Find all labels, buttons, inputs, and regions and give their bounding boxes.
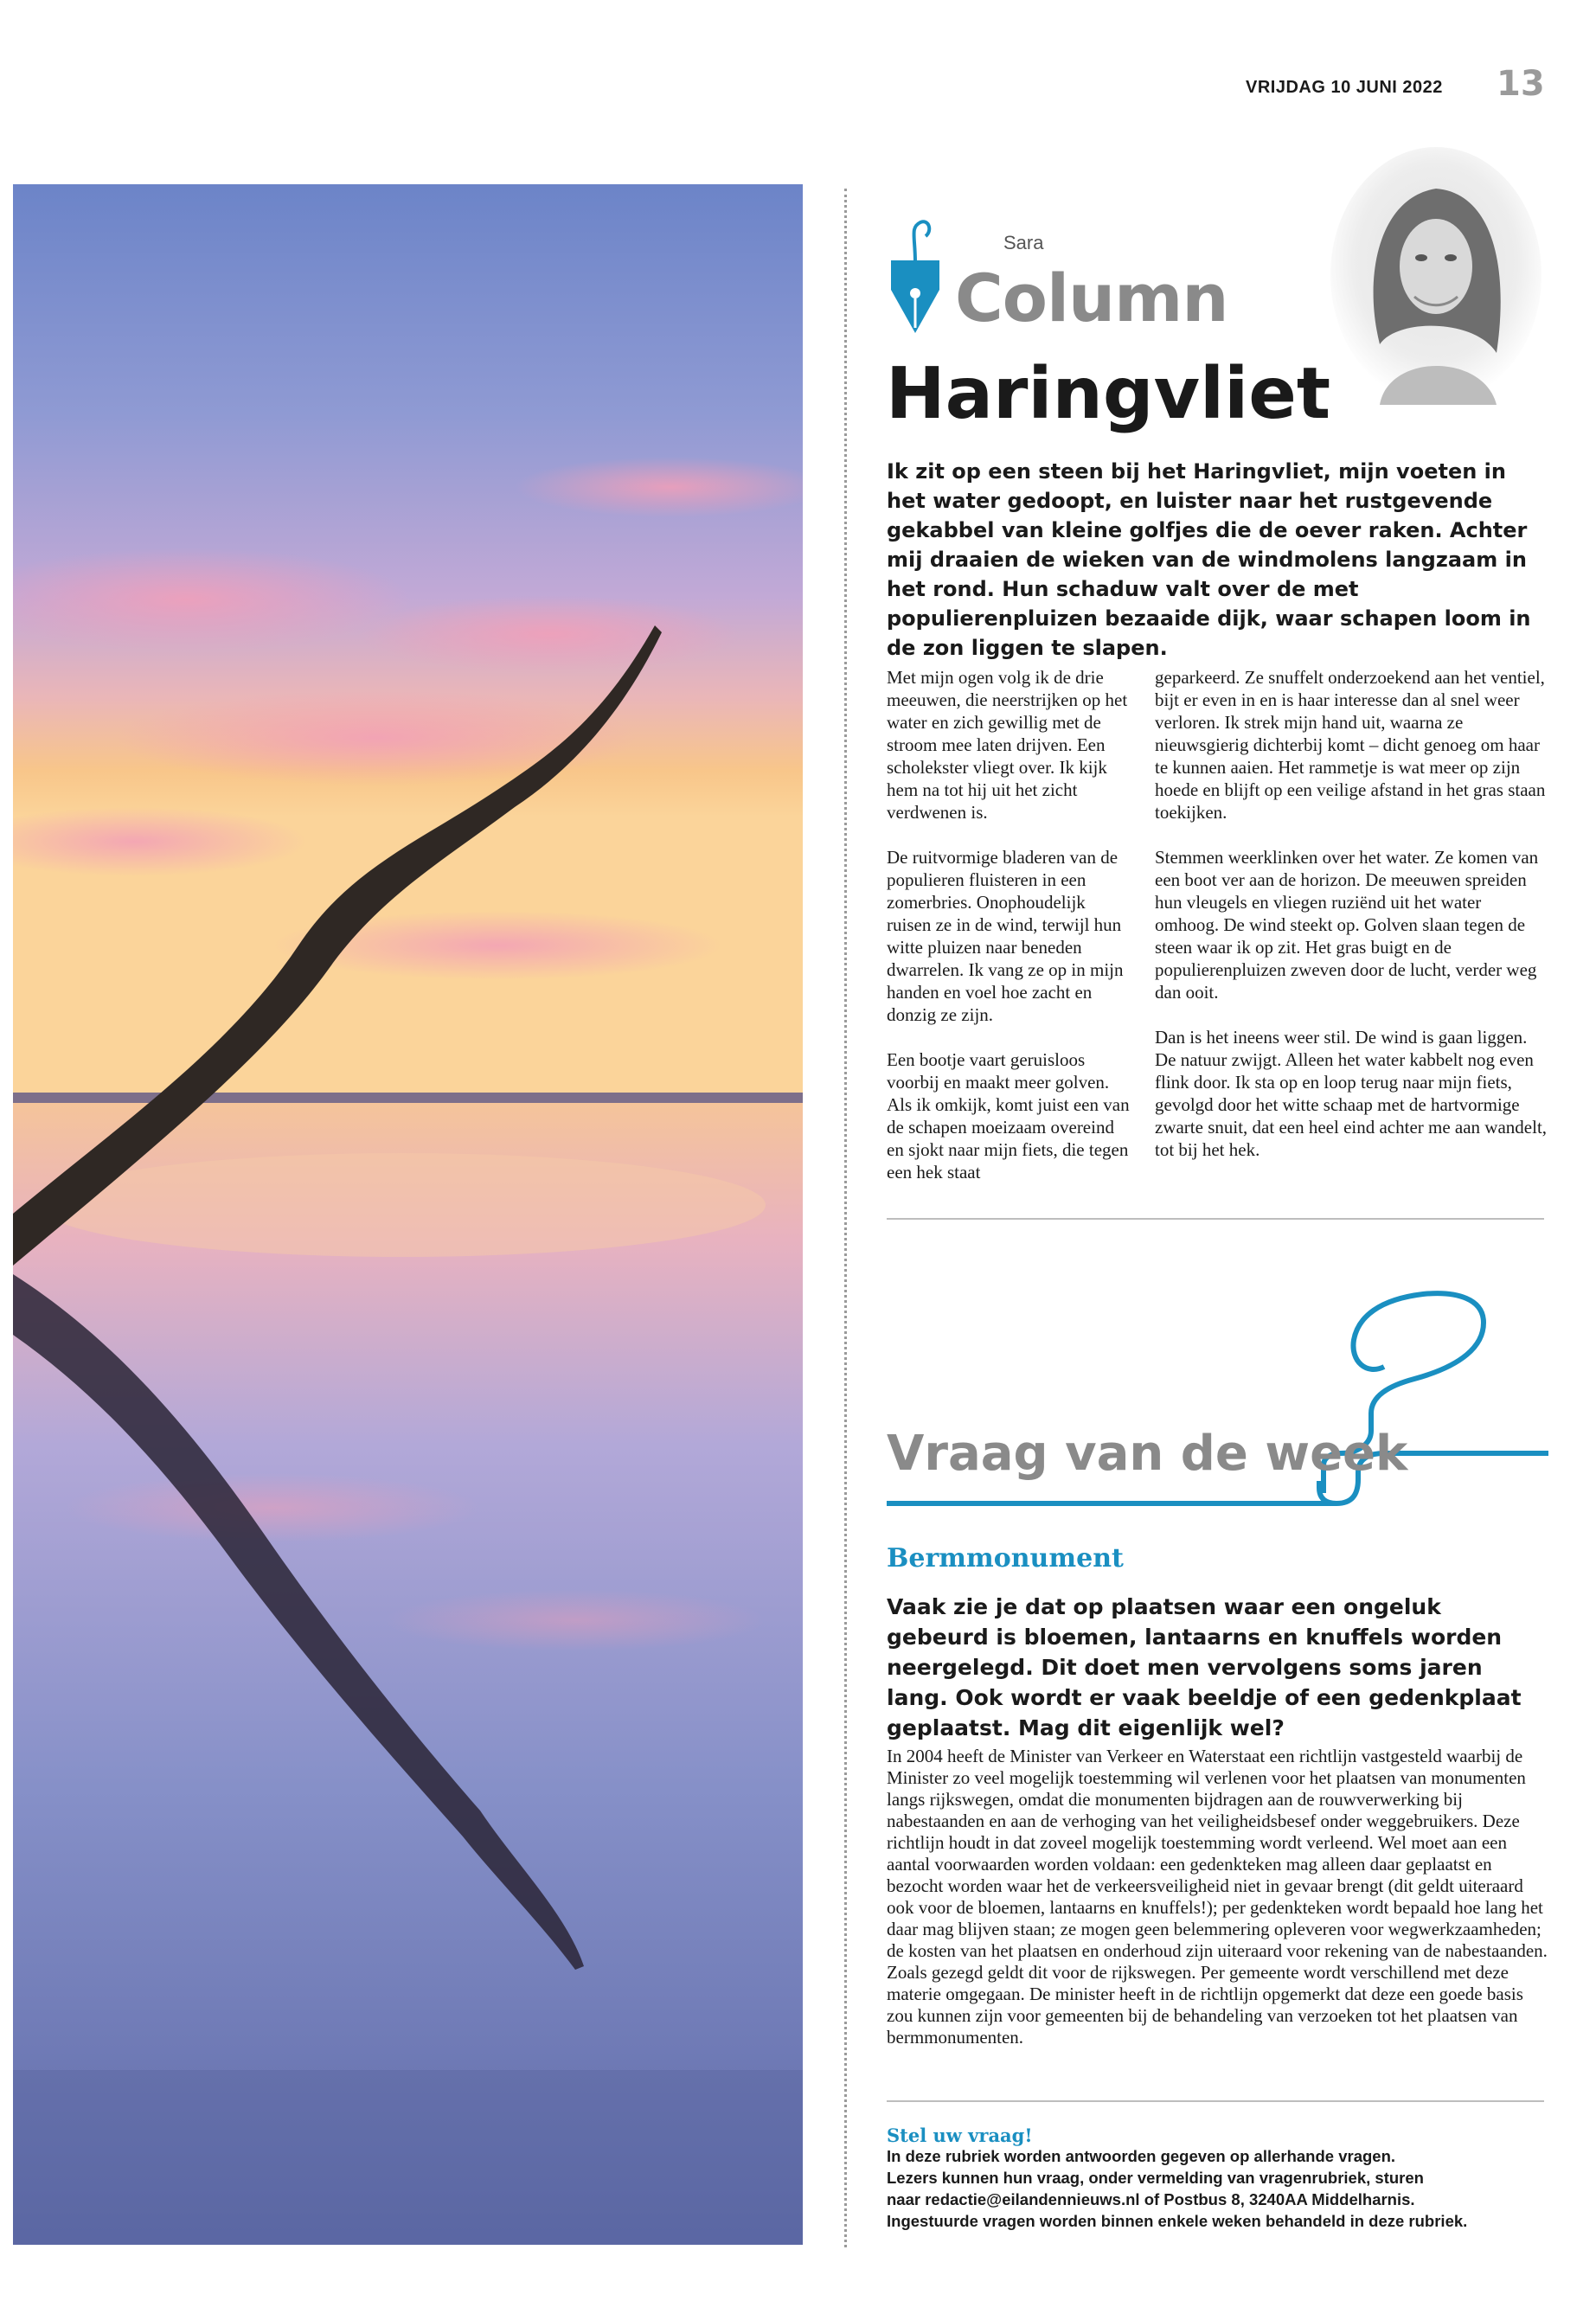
- paragraph: Een bootje vaart geruisloos voorbij en maakt meer golven. Als ik omkijk, komt juist een van de schapen moeizaam overeind en sjokt naar mijn fiets, die tegen een hek staat: [887, 1049, 1130, 1183]
- question-section-label: Vraag van de week: [887, 1426, 1408, 1482]
- paragraph: geparkeerd. Ze snuffelt onderzoekend aan het ventiel, bijt er even in en is haar interesse dan al snel weer verloren. Ik strek mijn hand uit, waarna ze nieuwsgierig dichterbij komt – dicht genoeg om haar te kunnen aaien. Het rammetje is wat meer op zijn hoede en blijft op een veilige afstand in het gras staan toekijken.: [1155, 667, 1546, 823]
- issue-date: VRIJDAG 10 JUNI 2022: [1246, 78, 1443, 97]
- photo-haringvliet-sunset: [13, 184, 803, 2245]
- ask-question-text: [887, 2145, 1553, 2232]
- ask-line: naar redactie@eilandennieuws.nl of Postbus 8, 3240AA Middelharnis.: [887, 2190, 1415, 2208]
- ask-line: Ingestuurde vragen worden binnen enkele weken behandeld in deze rubriek.: [887, 2212, 1468, 2230]
- ask-question-title: Stel uw vraag!: [887, 2125, 1033, 2146]
- ask-line: In deze rubriek worden antwoorden gegeven op allerhande vragen.: [887, 2147, 1396, 2165]
- author-portrait: [1328, 145, 1544, 405]
- section-divider: [887, 2100, 1544, 2102]
- question-answer: In 2004 heeft de Minister van Verkeer en Waterstaat een richtlijn vastgesteld waarbij de Minister zo veel mogelijk toestemming wil verlenen voor het plaatsen van monumenten langs rijkswegen, omdat die monumenten bijdragen aan de rouwverwerking bij nabestaanden en aan de verhoging van het veiligheidsbesef onder weggebruikers. Deze richtlijn houdt in dat zoveel mogelijk toestemming wordt verleend. Wel moet aan een aantal voorwaarden worden voldaan: een gedenkteken mag alleen daar geplaatst en bezocht worden waar het de verkeersveiligheid niet in gevaar brengt (dit geldt uiteraard ook voor de bloemen, lantaarns en knuffels!); per gedenkteken wordt bepaald hoe lang het daar mag blijven staan; ze mogen geen belemmering opleveren voor wegwerkzaamheden; de kosten van het plaatsen en onderhoud zijn uiteraard voor rekening van de nabestaanden. Zoals gezegd geldt dit voor de rijkswegen. Per gemeente wordt verschillend met deze materie omgegaan. De minister heeft in de richtlijn opgemerkt dat deze een goede basis zou kunnen zijn voor gemeenten bij de behandeling van verzoeken tot het plaatsen van bermmonumenten.: [887, 1746, 1548, 2048]
- paragraph: De ruitvormige bladeren van de populieren fluisteren in een zomerbries. Onophoudelijk ruisen ze in de wind, terwijl hun witte pluizen naar beneden dwarrelen. Ik vang ze op in mijn handen en voel hoe zacht en donzig ze zijn.: [887, 847, 1124, 1025]
- section-divider: [887, 1218, 1544, 1220]
- column-text-right: [1155, 666, 1548, 1183]
- paragraph: Met mijn ogen volg ik de drie meeuwen, die neerstrijken op het water en zich gewillig met de stroom mee laten drijven. Een scholekster vliegt over. Ik kijk hem na tot hij uit het zicht verdwenen is.: [887, 667, 1128, 823]
- pen-mouse-icon: [884, 210, 946, 340]
- question-title: Bermmonument: [887, 1543, 1124, 1574]
- column-divider: [844, 189, 847, 2247]
- page-number: 13: [1497, 64, 1545, 104]
- column-intro: Ik zit op een steen bij het Haringvliet, mijn voeten in het water gedoopt, en luister naar het rustgevende gekabbel van kleine golfjes die de oever raken. Achter mij draaien de wieken van de windmolens langzaam in het rond. Hun schaduw valt over de met populierenpluizen bezaaide dijk, waar schapen loom in de zon liggen te slapen.: [887, 459, 1531, 660]
- column-title: Haringvliet: [886, 353, 1331, 435]
- column-label: Column: [955, 260, 1228, 336]
- ask-line: Lezers kunnen hun vraag, onder vermelding van vragenrubriek, sturen: [887, 2169, 1424, 2187]
- question-intro: Vaak zie je dat op plaatsen waar een ongeluk gebeurd is bloemen, lantaarns en knuffels worden neergelegd. Dit doet men vervolgens soms jaren lang. Ook wordt er vaak beeldje of een gedenkplaat geplaatst. Mag dit eigenlijk wel?: [887, 1594, 1522, 1740]
- column-author: Sara: [1003, 232, 1044, 253]
- paragraph: Dan is het ineens weer stil. De wind is gaan liggen. De natuur zwijgt. Alleen het water kabbelt nog even flink door. Ik sta op en loop terug naar mijn fiets, gevolgd door het witte schaap met de hartvormige zwarte snuit, dat een heel eind achter me aan wandelt, tot bij het hek.: [1155, 1027, 1548, 1160]
- paragraph: Stemmen weerklinken over het water. Ze komen van een boot ver aan de horizon. De meeuwen spreiden hun vleugels en vliegen ruziënd uit het water omhoog. De wind steekt op. Golven slaan tegen de steen waar ik op zit. Het gras buigt en de populierenpluizen zweven door de lucht, verder weg dan ooit.: [1155, 847, 1539, 1003]
- column-text-left: [887, 666, 1131, 1206]
